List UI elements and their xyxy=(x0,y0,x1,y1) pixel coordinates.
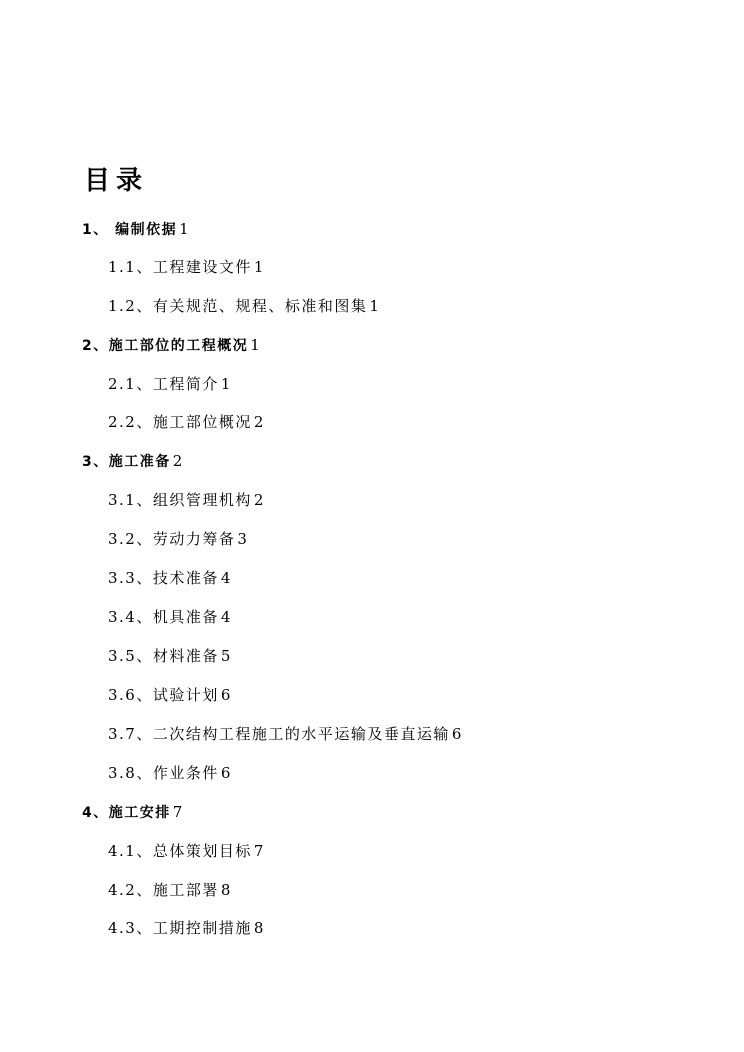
toc-entry-label: 3.7、二次结构工程施工的水平运输及垂直运输 xyxy=(108,725,450,743)
toc-entry-page: 1 xyxy=(179,220,191,238)
toc-entry[interactable] xyxy=(108,880,232,900)
toc-entry-page: 2 xyxy=(253,491,265,509)
toc-entry-page: 6 xyxy=(451,725,463,743)
toc-entry-label: 4.3、工期控制措施 xyxy=(108,919,252,937)
toc-entry-page: 3 xyxy=(237,530,249,548)
toc-entry-label: 2、施工部位的工程概况 xyxy=(82,338,249,354)
toc-entry[interactable] xyxy=(108,529,248,549)
toc-entry-label: 3.4、机具准备 xyxy=(108,608,219,626)
toc-entry[interactable] xyxy=(108,724,463,744)
toc-entry[interactable] xyxy=(108,490,265,510)
toc-entry-page: 2 xyxy=(253,413,265,431)
toc-entry-page: 1 xyxy=(369,297,381,315)
toc-entry-label: 3.8、作业条件 xyxy=(108,764,219,782)
toc-entry[interactable] xyxy=(108,257,265,277)
toc-entry-label: 3.6、试验计划 xyxy=(108,686,219,704)
toc-entry-label: 3、施工准备 xyxy=(82,454,171,470)
toc-entry-label: 3.5、材料准备 xyxy=(108,647,219,665)
toc-entry-page: 5 xyxy=(220,647,232,665)
toc-entry-label: 4.1、总体策划目标 xyxy=(108,842,252,860)
toc-entry-page: 6 xyxy=(220,686,232,704)
toc-entry-label: 2.2、施工部位概况 xyxy=(108,413,252,431)
toc-title: 目录 xyxy=(84,166,149,196)
toc-entry[interactable] xyxy=(82,219,190,240)
toc-entry-page: 1 xyxy=(250,336,262,354)
toc-entry-page: 7 xyxy=(172,803,184,821)
toc-entry-page: 6 xyxy=(220,764,232,782)
toc-entry[interactable] xyxy=(108,918,265,938)
toc-entry-page: 4 xyxy=(220,608,232,626)
toc-entry-page: 1 xyxy=(220,375,232,393)
toc-entry[interactable] xyxy=(108,646,232,666)
toc-entry-label: 3.1、组织管理机构 xyxy=(108,491,252,509)
toc-entry[interactable] xyxy=(108,841,265,861)
toc-entry-label: 4.2、施工部署 xyxy=(108,881,219,899)
toc-entry-label: 2.1、工程简介 xyxy=(108,375,219,393)
toc-entry-label: 1.2、有关规范、规程、标准和图集 xyxy=(108,297,368,315)
toc-entry[interactable] xyxy=(108,763,232,783)
toc-entry[interactable] xyxy=(82,802,184,823)
toc-entry-page: 8 xyxy=(253,919,265,937)
toc-entry-page: 1 xyxy=(253,258,265,276)
toc-entry-page: 8 xyxy=(220,881,232,899)
toc-entry[interactable] xyxy=(108,412,265,432)
toc-entry-page: 4 xyxy=(220,569,232,587)
toc-entry-label: 3.2、劳动力筹备 xyxy=(108,530,236,548)
toc-entry[interactable] xyxy=(108,296,380,316)
toc-entry[interactable] xyxy=(108,568,232,588)
toc-entry[interactable] xyxy=(108,607,232,627)
toc-entry-label: 1.1、工程建设文件 xyxy=(108,258,252,276)
toc-entry-label: 3.3、技术准备 xyxy=(108,569,219,587)
toc-entry-label: 4、施工安排 xyxy=(82,805,171,821)
toc-entry-label: 1、 编制依据 xyxy=(82,222,178,238)
toc-entry[interactable] xyxy=(108,374,232,394)
toc-entry[interactable] xyxy=(82,451,184,472)
toc-entry-page: 2 xyxy=(172,452,184,470)
toc-entry[interactable] xyxy=(82,335,261,356)
toc-entry-page: 7 xyxy=(253,842,265,860)
toc-entry[interactable] xyxy=(108,685,232,705)
